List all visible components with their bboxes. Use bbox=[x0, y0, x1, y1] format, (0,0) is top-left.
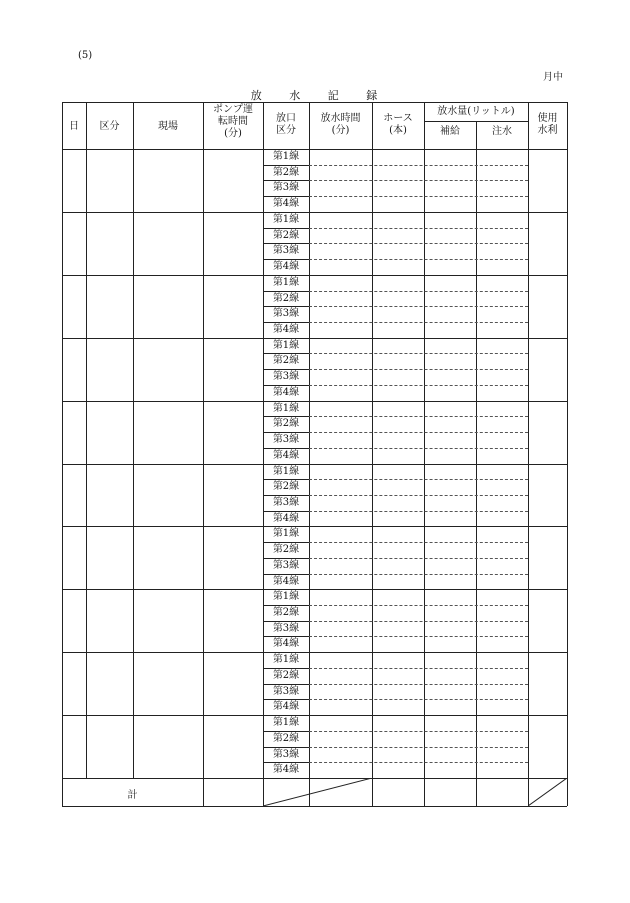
title-char: 水 bbox=[289, 89, 303, 102]
grid-line bbox=[309, 102, 310, 806]
line-label: 第4線 bbox=[272, 323, 300, 335]
grid-line bbox=[62, 589, 567, 590]
line-label: 第2線 bbox=[272, 292, 300, 304]
header-discharge-time-line: 放水時間 bbox=[320, 113, 361, 124]
line-label: 第2線 bbox=[272, 544, 300, 556]
line-label: 第3線 bbox=[272, 559, 300, 571]
line-label: 第1線 bbox=[272, 717, 300, 729]
form-title bbox=[0, 87, 630, 103]
grid-line bbox=[62, 401, 567, 402]
line-label: 第1線 bbox=[272, 276, 300, 288]
header-hose-line: (本) bbox=[389, 125, 407, 136]
grid-line bbox=[309, 699, 528, 700]
grid-line bbox=[309, 495, 528, 496]
grid-line bbox=[309, 605, 528, 606]
grid-line bbox=[309, 448, 528, 449]
header-hose bbox=[372, 113, 424, 137]
grid-line bbox=[86, 102, 87, 778]
grid-line bbox=[309, 621, 528, 622]
grid-line bbox=[309, 291, 528, 292]
grid-line bbox=[309, 747, 528, 748]
line-label: 第3線 bbox=[272, 308, 300, 320]
header-water-source-line: 水利 bbox=[537, 125, 558, 136]
line-label: 第3線 bbox=[272, 245, 300, 257]
line-label: 第3線 bbox=[272, 434, 300, 446]
grid-line bbox=[62, 715, 567, 716]
line-label: 第1線 bbox=[272, 654, 300, 666]
line-label: 第3線 bbox=[272, 622, 300, 634]
line-label: 第4線 bbox=[272, 512, 300, 524]
grid-line bbox=[309, 636, 528, 637]
line-label: 第4線 bbox=[272, 261, 300, 273]
line-label: 第4線 bbox=[272, 198, 300, 210]
grid-line bbox=[309, 322, 528, 323]
header-nozzle bbox=[263, 113, 309, 137]
grid-line bbox=[62, 526, 567, 527]
grid-line bbox=[567, 102, 568, 806]
header-category: 区分 bbox=[99, 121, 120, 132]
line-label: 第1線 bbox=[272, 465, 300, 477]
grid-line bbox=[309, 228, 528, 229]
line-label: 第2線 bbox=[272, 669, 300, 681]
header-water-source bbox=[528, 113, 567, 137]
header-site: 現場 bbox=[158, 121, 178, 132]
line-label: 第1線 bbox=[272, 402, 300, 414]
line-label: 第4線 bbox=[272, 701, 300, 713]
grid-line bbox=[372, 102, 373, 806]
line-label: 第3線 bbox=[272, 182, 300, 194]
grid-line bbox=[309, 558, 528, 559]
line-label: 第3線 bbox=[272, 371, 300, 383]
total-diagonal bbox=[263, 778, 372, 806]
grid-line bbox=[309, 542, 528, 543]
header-supply: 補給 bbox=[440, 126, 460, 137]
grid-line bbox=[309, 762, 528, 763]
line-label: 第2線 bbox=[272, 355, 300, 367]
grid-line bbox=[309, 574, 528, 575]
grid-line bbox=[309, 243, 528, 244]
header-discharge-time-line: (分) bbox=[331, 125, 350, 136]
header-discharge-time bbox=[309, 113, 372, 137]
line-label: 第4線 bbox=[272, 764, 300, 776]
total-label: 計 bbox=[127, 790, 138, 801]
grid-line bbox=[309, 259, 528, 260]
line-label: 第4線 bbox=[272, 638, 300, 650]
line-label: 第1線 bbox=[272, 213, 300, 225]
grid-line bbox=[62, 464, 567, 465]
title-char: 記 bbox=[327, 89, 341, 102]
line-label: 第2線 bbox=[272, 418, 300, 430]
line-label: 第2線 bbox=[272, 481, 300, 493]
header-pump-time-line: ポンプ運 bbox=[213, 104, 253, 115]
grid-line bbox=[309, 196, 528, 197]
title-char: 放 bbox=[250, 89, 264, 102]
header-day: 日 bbox=[69, 121, 79, 132]
title-char: 録 bbox=[366, 89, 380, 102]
grid-line bbox=[309, 684, 528, 685]
grid-line bbox=[62, 275, 567, 276]
grid-line bbox=[309, 306, 528, 307]
grid-line bbox=[309, 432, 528, 433]
line-label: 第3線 bbox=[272, 685, 300, 697]
grid-line bbox=[309, 511, 528, 512]
grid-line bbox=[309, 668, 528, 669]
grid-line bbox=[62, 212, 567, 213]
header-pump-time-line: 転時間 bbox=[218, 116, 248, 127]
line-label: 第1線 bbox=[272, 339, 300, 351]
grid-line bbox=[309, 165, 528, 166]
grid-line bbox=[62, 652, 567, 653]
line-label: 第1線 bbox=[272, 528, 300, 540]
grid-line bbox=[309, 353, 528, 354]
line-label: 第2線 bbox=[272, 732, 300, 744]
line-label: 第2線 bbox=[272, 229, 300, 241]
grid-line bbox=[309, 180, 528, 181]
grid-line bbox=[309, 369, 528, 370]
grid-line bbox=[528, 102, 529, 806]
line-label: 第1線 bbox=[272, 591, 300, 603]
grid-line bbox=[309, 479, 528, 480]
grid-line bbox=[62, 102, 567, 103]
grid-line bbox=[62, 102, 63, 806]
header-water-injection: 注水 bbox=[492, 126, 512, 137]
grid-line bbox=[62, 149, 567, 150]
line-label: 第4線 bbox=[272, 449, 300, 461]
header-water-source-line: 使用 bbox=[537, 113, 558, 124]
line-label: 第1線 bbox=[272, 151, 300, 162]
grid-line bbox=[309, 385, 528, 386]
header-nozzle-line: 放口 bbox=[276, 113, 296, 124]
header-volume-group: 放水量(リットル) bbox=[437, 106, 515, 117]
line-label: 第2線 bbox=[272, 166, 300, 178]
grid-line bbox=[62, 806, 567, 807]
grid-line bbox=[424, 102, 425, 806]
grid-line bbox=[62, 338, 567, 339]
header-nozzle-line: 区分 bbox=[276, 125, 296, 136]
header-hose-line: ホース bbox=[383, 113, 413, 124]
line-label: 第2線 bbox=[272, 607, 300, 619]
grid-line bbox=[62, 778, 567, 779]
header-pump-time bbox=[203, 104, 263, 140]
grid-line bbox=[309, 416, 528, 417]
grid-line bbox=[133, 102, 134, 778]
line-label: 第3線 bbox=[272, 496, 300, 508]
total-diagonal bbox=[528, 778, 567, 806]
grid-line bbox=[203, 102, 204, 806]
period-label: 月中 bbox=[543, 72, 563, 83]
grid-line bbox=[309, 731, 528, 732]
line-label: 第4線 bbox=[272, 575, 300, 587]
header-pump-time-line: (分) bbox=[224, 128, 242, 139]
page-number: (5) bbox=[78, 50, 93, 61]
line-label: 第3線 bbox=[272, 748, 300, 760]
line-label: 第4線 bbox=[272, 386, 300, 398]
